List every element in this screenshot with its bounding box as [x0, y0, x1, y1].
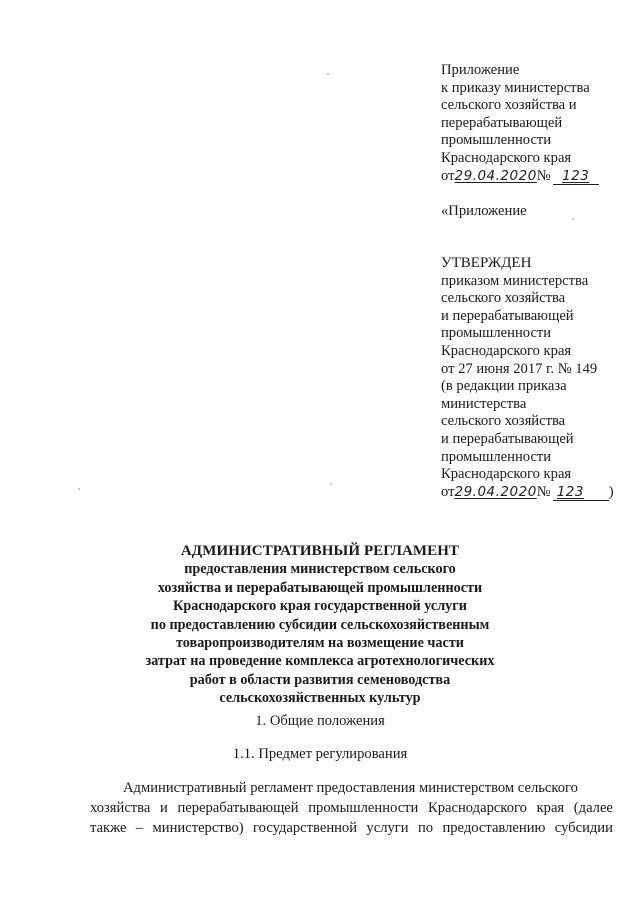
- word: (далее: [573, 799, 613, 816]
- scan-speck: [327, 73, 329, 75]
- number-prefix: №: [536, 483, 551, 500]
- body-paragraph: [90, 779, 613, 838]
- section-heading: 1. Общие положения: [255, 713, 385, 729]
- appendix-line: Краснодарского края: [441, 149, 572, 166]
- paragraph-line: [90, 819, 613, 839]
- approved-block: [441, 255, 614, 501]
- approved-line: (в редакции приказа: [441, 378, 567, 395]
- title-main: АДМИНИСТРАТИВНЫЙ РЕГЛАМЕНТ: [180, 543, 460, 559]
- word: министерство): [152, 819, 244, 836]
- approved-line: от 27 июня 2017 г. № 149: [441, 360, 598, 377]
- title-line: работ в области развития семеноводства: [189, 671, 451, 688]
- word: и: [160, 799, 168, 816]
- title-line: сельскохозяйственных культур: [219, 690, 421, 707]
- number-prefix: №: [536, 167, 551, 184]
- approved-line: промышленности: [441, 325, 552, 342]
- approved-line: промышленности: [441, 448, 552, 465]
- word: –: [135, 819, 144, 836]
- word: по: [417, 819, 434, 836]
- quote-label-text: «Приложение: [441, 203, 527, 219]
- approved-line: сельского хозяйства: [441, 413, 566, 430]
- paragraph-line: Административный регламент предоставления министерством сельского: [123, 780, 578, 796]
- approved-line: Краснодарского края: [441, 342, 572, 359]
- regulation-title: [0, 542, 640, 708]
- word: также: [90, 819, 127, 836]
- approved-date-line: [441, 484, 614, 502]
- word: хозяйства: [90, 799, 151, 816]
- closing-paren: ): [608, 483, 614, 500]
- title-line: Краснодарского края государственной услуги: [173, 598, 467, 615]
- approved-line: и перерабатывающей: [441, 430, 574, 447]
- approved-line: сельского хозяйства: [441, 290, 566, 307]
- scan-speck: [572, 218, 574, 220]
- appendix-line: сельского хозяйства и: [441, 97, 577, 114]
- word: промышленности: [308, 799, 419, 816]
- word: края: [536, 799, 565, 816]
- appendix-line: перерабатывающей: [441, 114, 563, 131]
- title-line: товаропроизводителям на возмещение части: [176, 635, 464, 652]
- title-line: хозяйства и перерабатывающей промышленности: [157, 579, 483, 596]
- title-line: по предоставлению субсидии сельскохозяйственным: [150, 616, 490, 633]
- date-prefix: от: [441, 483, 455, 500]
- paragraph-line: [90, 799, 613, 819]
- approved-line: Краснодарского края: [441, 466, 572, 483]
- quote-appendix-label: [441, 203, 527, 221]
- handwritten-number: 123: [553, 485, 609, 501]
- word: государственной: [253, 819, 358, 836]
- scan-speck: [78, 488, 80, 490]
- appendix-line: промышленности: [441, 132, 552, 149]
- title-line: предоставления министерством сельского: [184, 561, 456, 578]
- handwritten-date: 29.04.2020: [454, 167, 537, 184]
- word: Краснодарского: [428, 799, 527, 816]
- approved-line: и перерабатывающей: [441, 307, 574, 324]
- appendix-block: [441, 62, 599, 185]
- approved-line: приказом министерства: [441, 272, 589, 289]
- appendix-line: к приказу министерства: [441, 79, 590, 96]
- handwritten-date: 29.04.2020: [454, 483, 537, 500]
- title-line: затрат на проведение комплекса агротехнологических: [145, 653, 495, 670]
- appendix-date-line: [441, 168, 599, 186]
- approved-title: УТВЕРЖДЕН: [441, 255, 532, 271]
- word: услуги: [366, 819, 409, 836]
- date-prefix: от: [441, 167, 455, 184]
- word: перерабатывающей: [177, 799, 299, 816]
- appendix-line: Приложение: [441, 62, 520, 78]
- scan-speck: [330, 483, 332, 485]
- word: предоставлению: [442, 819, 546, 836]
- handwritten-number: 123: [553, 169, 599, 185]
- subsection-heading: 1.1. Предмет регулирования: [232, 746, 408, 762]
- approved-line: министерства: [441, 395, 527, 412]
- word: субсидии: [554, 819, 613, 836]
